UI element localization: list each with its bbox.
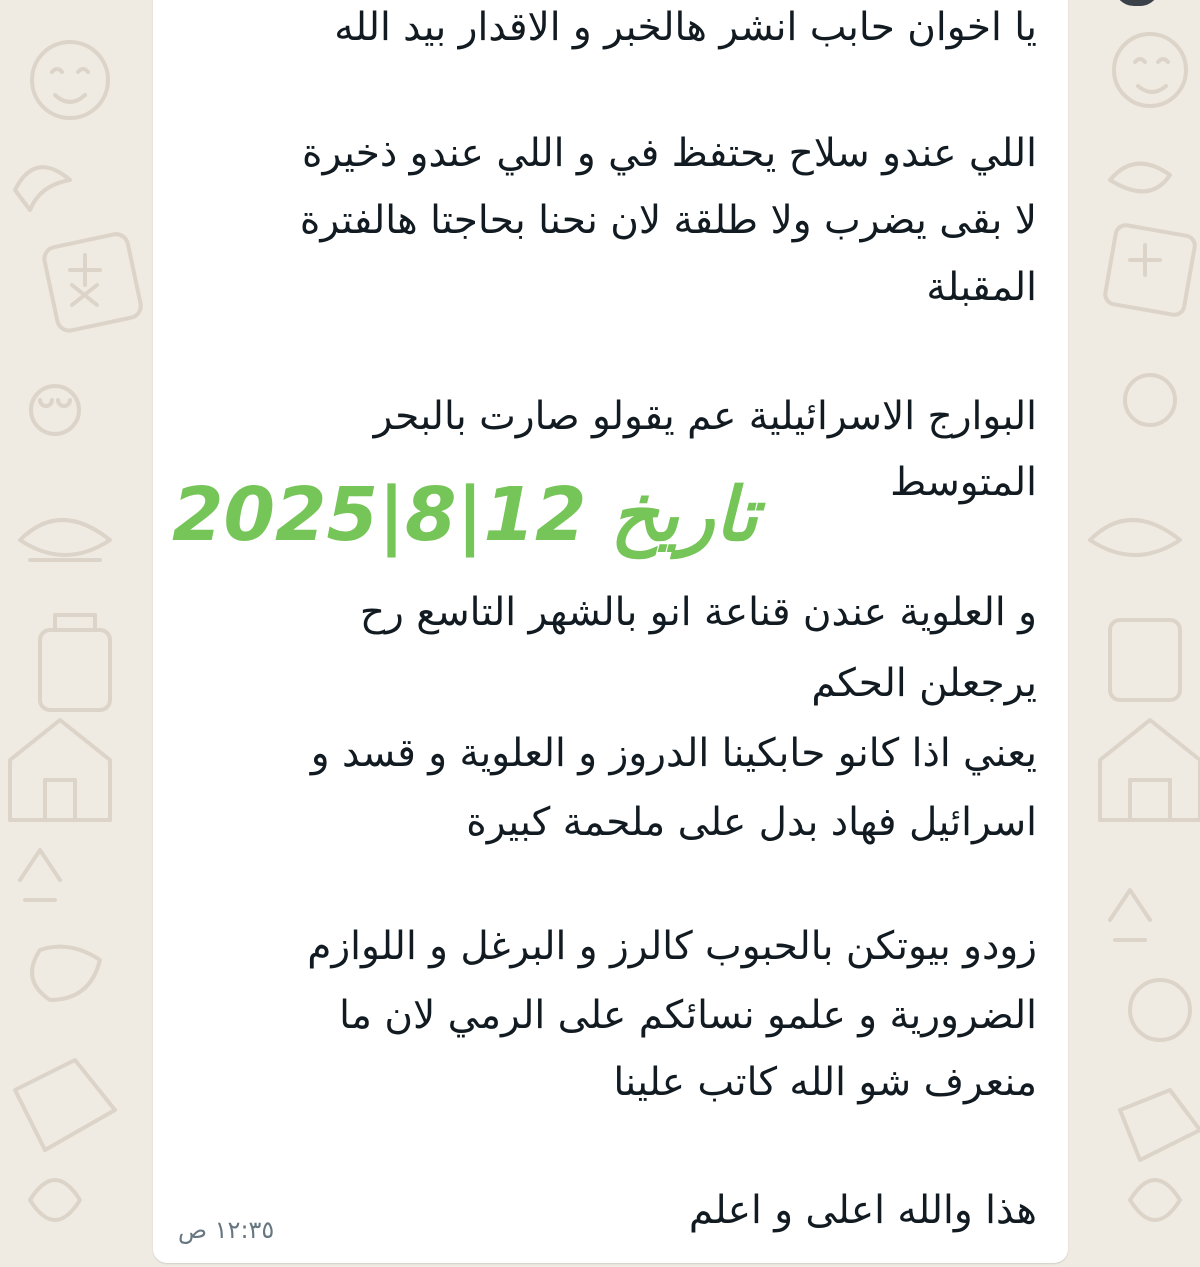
message-line: الضرورية و علمو نسائكم على الرمي لان ما [339, 993, 1037, 1038]
message-line: اسرائيل فهاد بدل على ملحمة كبيرة [466, 800, 1037, 845]
message-line: المتوسط [890, 460, 1037, 505]
date-overlay [172, 470, 758, 560]
message-line: زودو بيوتكن بالحبوب كالرز و البرغل و اللوازم [307, 924, 1037, 969]
message-line: يا اخوان حابب انشر هالخبر و الاقدار بيد الله [334, 5, 1037, 50]
message-line: البوارج الاسرائيلية عم يقولو صارت بالبحر [373, 394, 1037, 439]
message-line: لا بقى يضرب ولا طلقة لان نحنا بحاجتا هالفترة [299, 198, 1037, 243]
message-line: اللي عندو سلاح يحتفظ في و اللي عندو ذخيرة [302, 131, 1037, 176]
message-line: يعني اذا كانو حابكينا الدروز و العلوية و قسد و [310, 731, 1037, 776]
message-line: منعرف شو الله كاتب علينا [613, 1060, 1037, 1105]
message-line: و العلوية عندن قناعة انو بالشهر التاسع رح [359, 590, 1037, 635]
message-timestamp: ١٢:٣٥ ص [178, 1216, 275, 1244]
message-line: هذا والله اعلى و اعلم [688, 1188, 1037, 1233]
message-line: المقبلة [926, 265, 1037, 310]
date-value: 2025|8|12 [172, 472, 587, 558]
message-line: يرجعلن الحكم [811, 661, 1037, 706]
date-label: تاريخ [610, 472, 758, 558]
